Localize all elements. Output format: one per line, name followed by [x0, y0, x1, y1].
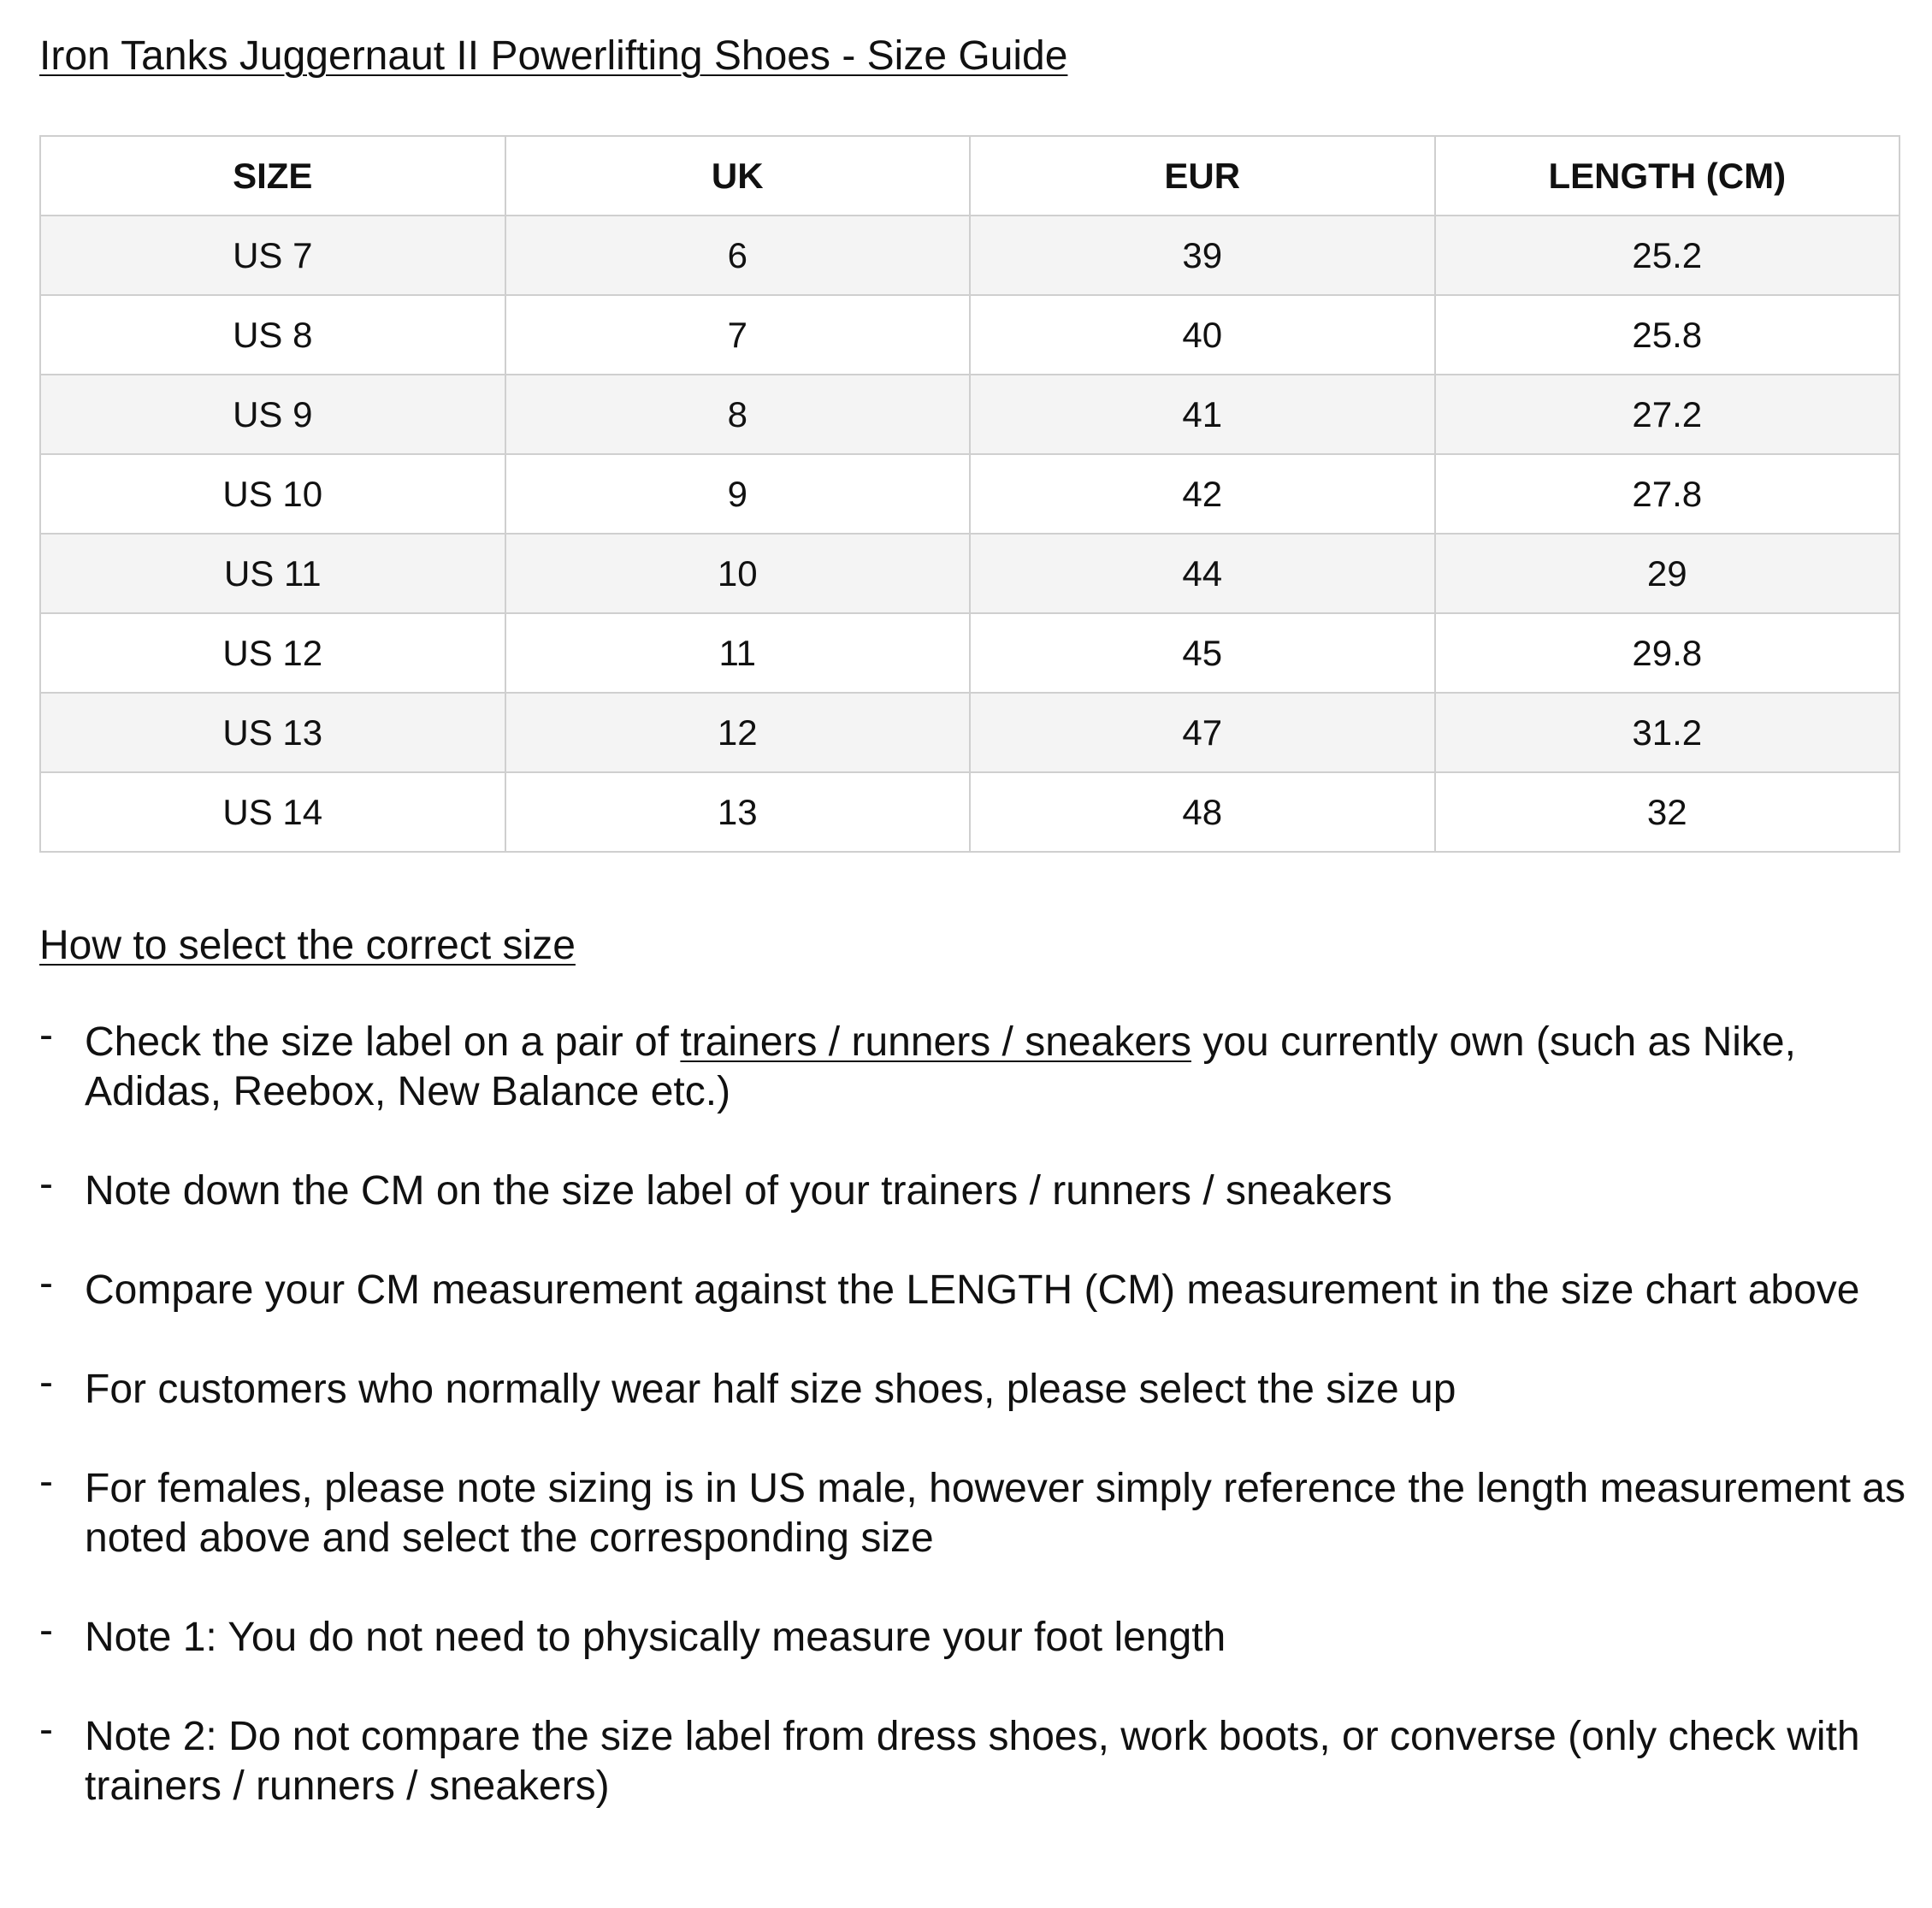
- header-size: SIZE: [40, 136, 505, 216]
- table-row: [40, 613, 1900, 693]
- dash-bullet: -: [39, 1360, 53, 1405]
- step-text: Compare your CM measurement against the LENGTH (CM) measurement in the size chart above: [85, 1267, 1860, 1313]
- size-chart-table: [39, 135, 1900, 853]
- cell-length: 27.2: [1435, 375, 1900, 454]
- table-row: [40, 534, 1900, 613]
- cell-uk: 9: [505, 454, 971, 534]
- trainers-underlined-text: trainers / runners / sneakers: [680, 1019, 1191, 1065]
- cell-size: US 11: [40, 534, 505, 613]
- table-row: [40, 454, 1900, 534]
- cell-length: 32: [1435, 772, 1900, 852]
- step-text-before: Check the size label on a pair of: [85, 1019, 681, 1065]
- dash-bullet: -: [39, 1608, 53, 1653]
- cell-size: US 10: [40, 454, 505, 534]
- cell-eur: 42: [970, 454, 1435, 534]
- cell-uk: 13: [505, 772, 971, 852]
- cell-uk: 6: [505, 216, 971, 295]
- cell-size: US 13: [40, 693, 505, 772]
- cell-uk: 11: [505, 613, 971, 693]
- header-length-cm: LENGTH (CM): [1435, 136, 1900, 216]
- cell-eur: 47: [970, 693, 1435, 772]
- cell-uk: 8: [505, 375, 971, 454]
- header-uk: UK: [505, 136, 971, 216]
- cell-length: 25.2: [1435, 216, 1900, 295]
- list-item: [39, 1161, 1912, 1216]
- cell-size: US 9: [40, 375, 505, 454]
- step-text: Note 1: You do not need to physically measure your foot length: [85, 1615, 1226, 1660]
- table-header-row: [40, 136, 1900, 216]
- table-row: [40, 295, 1900, 375]
- cell-length: 29: [1435, 534, 1900, 613]
- step-text: Note 2: Do not compare the size label from dress shoes, work boots, or converse (only check with trainers / runners / sneakers): [85, 1714, 1860, 1809]
- dash-bullet: -: [39, 1707, 53, 1752]
- step-text: Note down the CM on the size label of your trainers / runners / sneakers: [85, 1168, 1392, 1214]
- cell-size: US 7: [40, 216, 505, 295]
- page-title: Iron Tanks Juggernaut II Powerlifting Shoes - Size Guide: [39, 33, 1068, 79]
- cell-uk: 12: [505, 693, 971, 772]
- cell-eur: 41: [970, 375, 1435, 454]
- dash-bullet: -: [39, 1013, 53, 1058]
- cell-uk: 10: [505, 534, 971, 613]
- cell-eur: 44: [970, 534, 1435, 613]
- cell-eur: 45: [970, 613, 1435, 693]
- cell-length: 29.8: [1435, 613, 1900, 693]
- step-text: For females, please note sizing is in US male, however simply reference the length measurement as noted above and select the corresponding size: [85, 1466, 1905, 1561]
- cell-eur: 48: [970, 772, 1435, 852]
- cell-eur: 39: [970, 216, 1435, 295]
- step-text: For customers who normally wear half size shoes, please select the size up: [85, 1367, 1456, 1412]
- cell-uk: 7: [505, 295, 971, 375]
- table-row: [40, 772, 1900, 852]
- cell-size: US 8: [40, 295, 505, 375]
- table-row: [40, 216, 1900, 295]
- list-item: [39, 1261, 1912, 1315]
- cell-size: US 14: [40, 772, 505, 852]
- list-item: [39, 1013, 1912, 1117]
- cell-length: 27.8: [1435, 454, 1900, 534]
- list-item: [39, 1360, 1912, 1415]
- guide-heading: How to select the correct size: [39, 923, 576, 968]
- table-row: [40, 375, 1900, 454]
- cell-size: US 12: [40, 613, 505, 693]
- cell-eur: 40: [970, 295, 1435, 375]
- list-item: [39, 1707, 1912, 1811]
- cell-length: 25.8: [1435, 295, 1900, 375]
- cell-length: 31.2: [1435, 693, 1900, 772]
- list-item: [39, 1459, 1912, 1563]
- dash-bullet: -: [39, 1459, 53, 1504]
- table-row: [40, 693, 1900, 772]
- guide-steps-list: [39, 1013, 1912, 1861]
- list-item: [39, 1608, 1912, 1663]
- header-eur: EUR: [970, 136, 1435, 216]
- step-text-after: you currently own (such as Nike, Adidas, Reebox, New Balance etc.): [85, 1019, 1796, 1114]
- dash-bullet: -: [39, 1261, 53, 1306]
- dash-bullet: -: [39, 1161, 53, 1207]
